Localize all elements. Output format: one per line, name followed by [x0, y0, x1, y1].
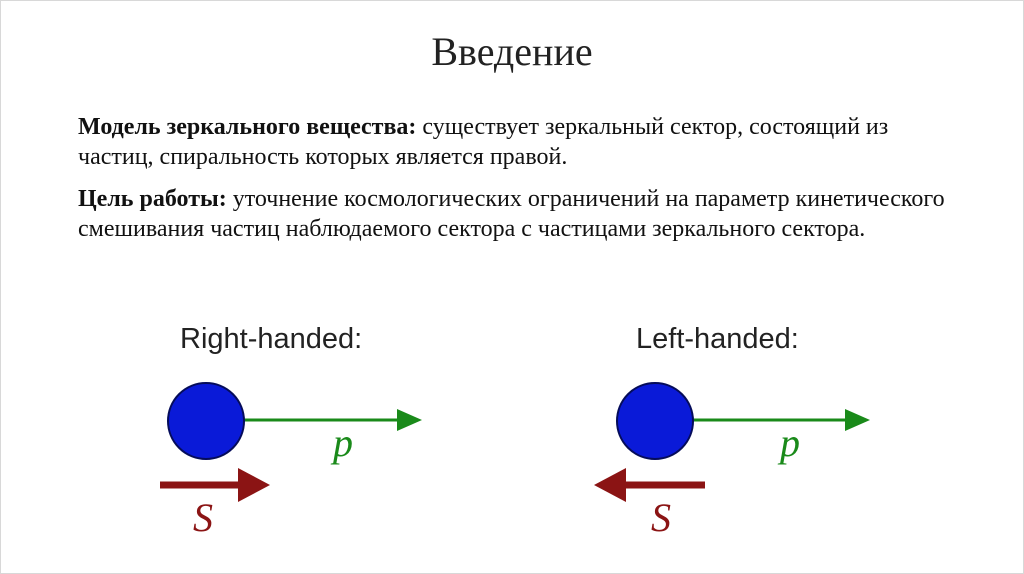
page-title: Введение — [431, 29, 593, 74]
left-spin-arrowhead — [594, 468, 626, 502]
left-spin-label: S — [651, 495, 671, 540]
right-handed-diagram — [160, 323, 422, 540]
left-particle — [617, 383, 693, 459]
right-particle — [168, 383, 244, 459]
paragraph-goal-label: Цель работы: — [78, 186, 227, 212]
right-spin-label: S — [193, 495, 213, 540]
paragraph-model-label: Модель зеркального вещества: — [78, 114, 417, 140]
right-handed-label: Right-handed: — [180, 323, 363, 355]
right-momentum-label: p — [333, 420, 353, 465]
right-momentum-arrowhead — [397, 409, 422, 431]
paragraph-goal-text: уточнение космологических ограничений на параметр кинетического смешивания частиц наблюдаемого сектора с частицами зеркального сектора. — [78, 186, 945, 242]
left-handed-label: Left-handed: — [636, 323, 799, 355]
left-momentum-label: p — [780, 420, 800, 465]
right-spin-arrowhead — [238, 468, 270, 502]
left-handed-diagram — [594, 323, 870, 540]
left-momentum-arrowhead — [845, 409, 870, 431]
paragraph-model-text: существует зеркальный сектор, состоящий из частиц, спиральность которых является правой. — [78, 114, 889, 170]
